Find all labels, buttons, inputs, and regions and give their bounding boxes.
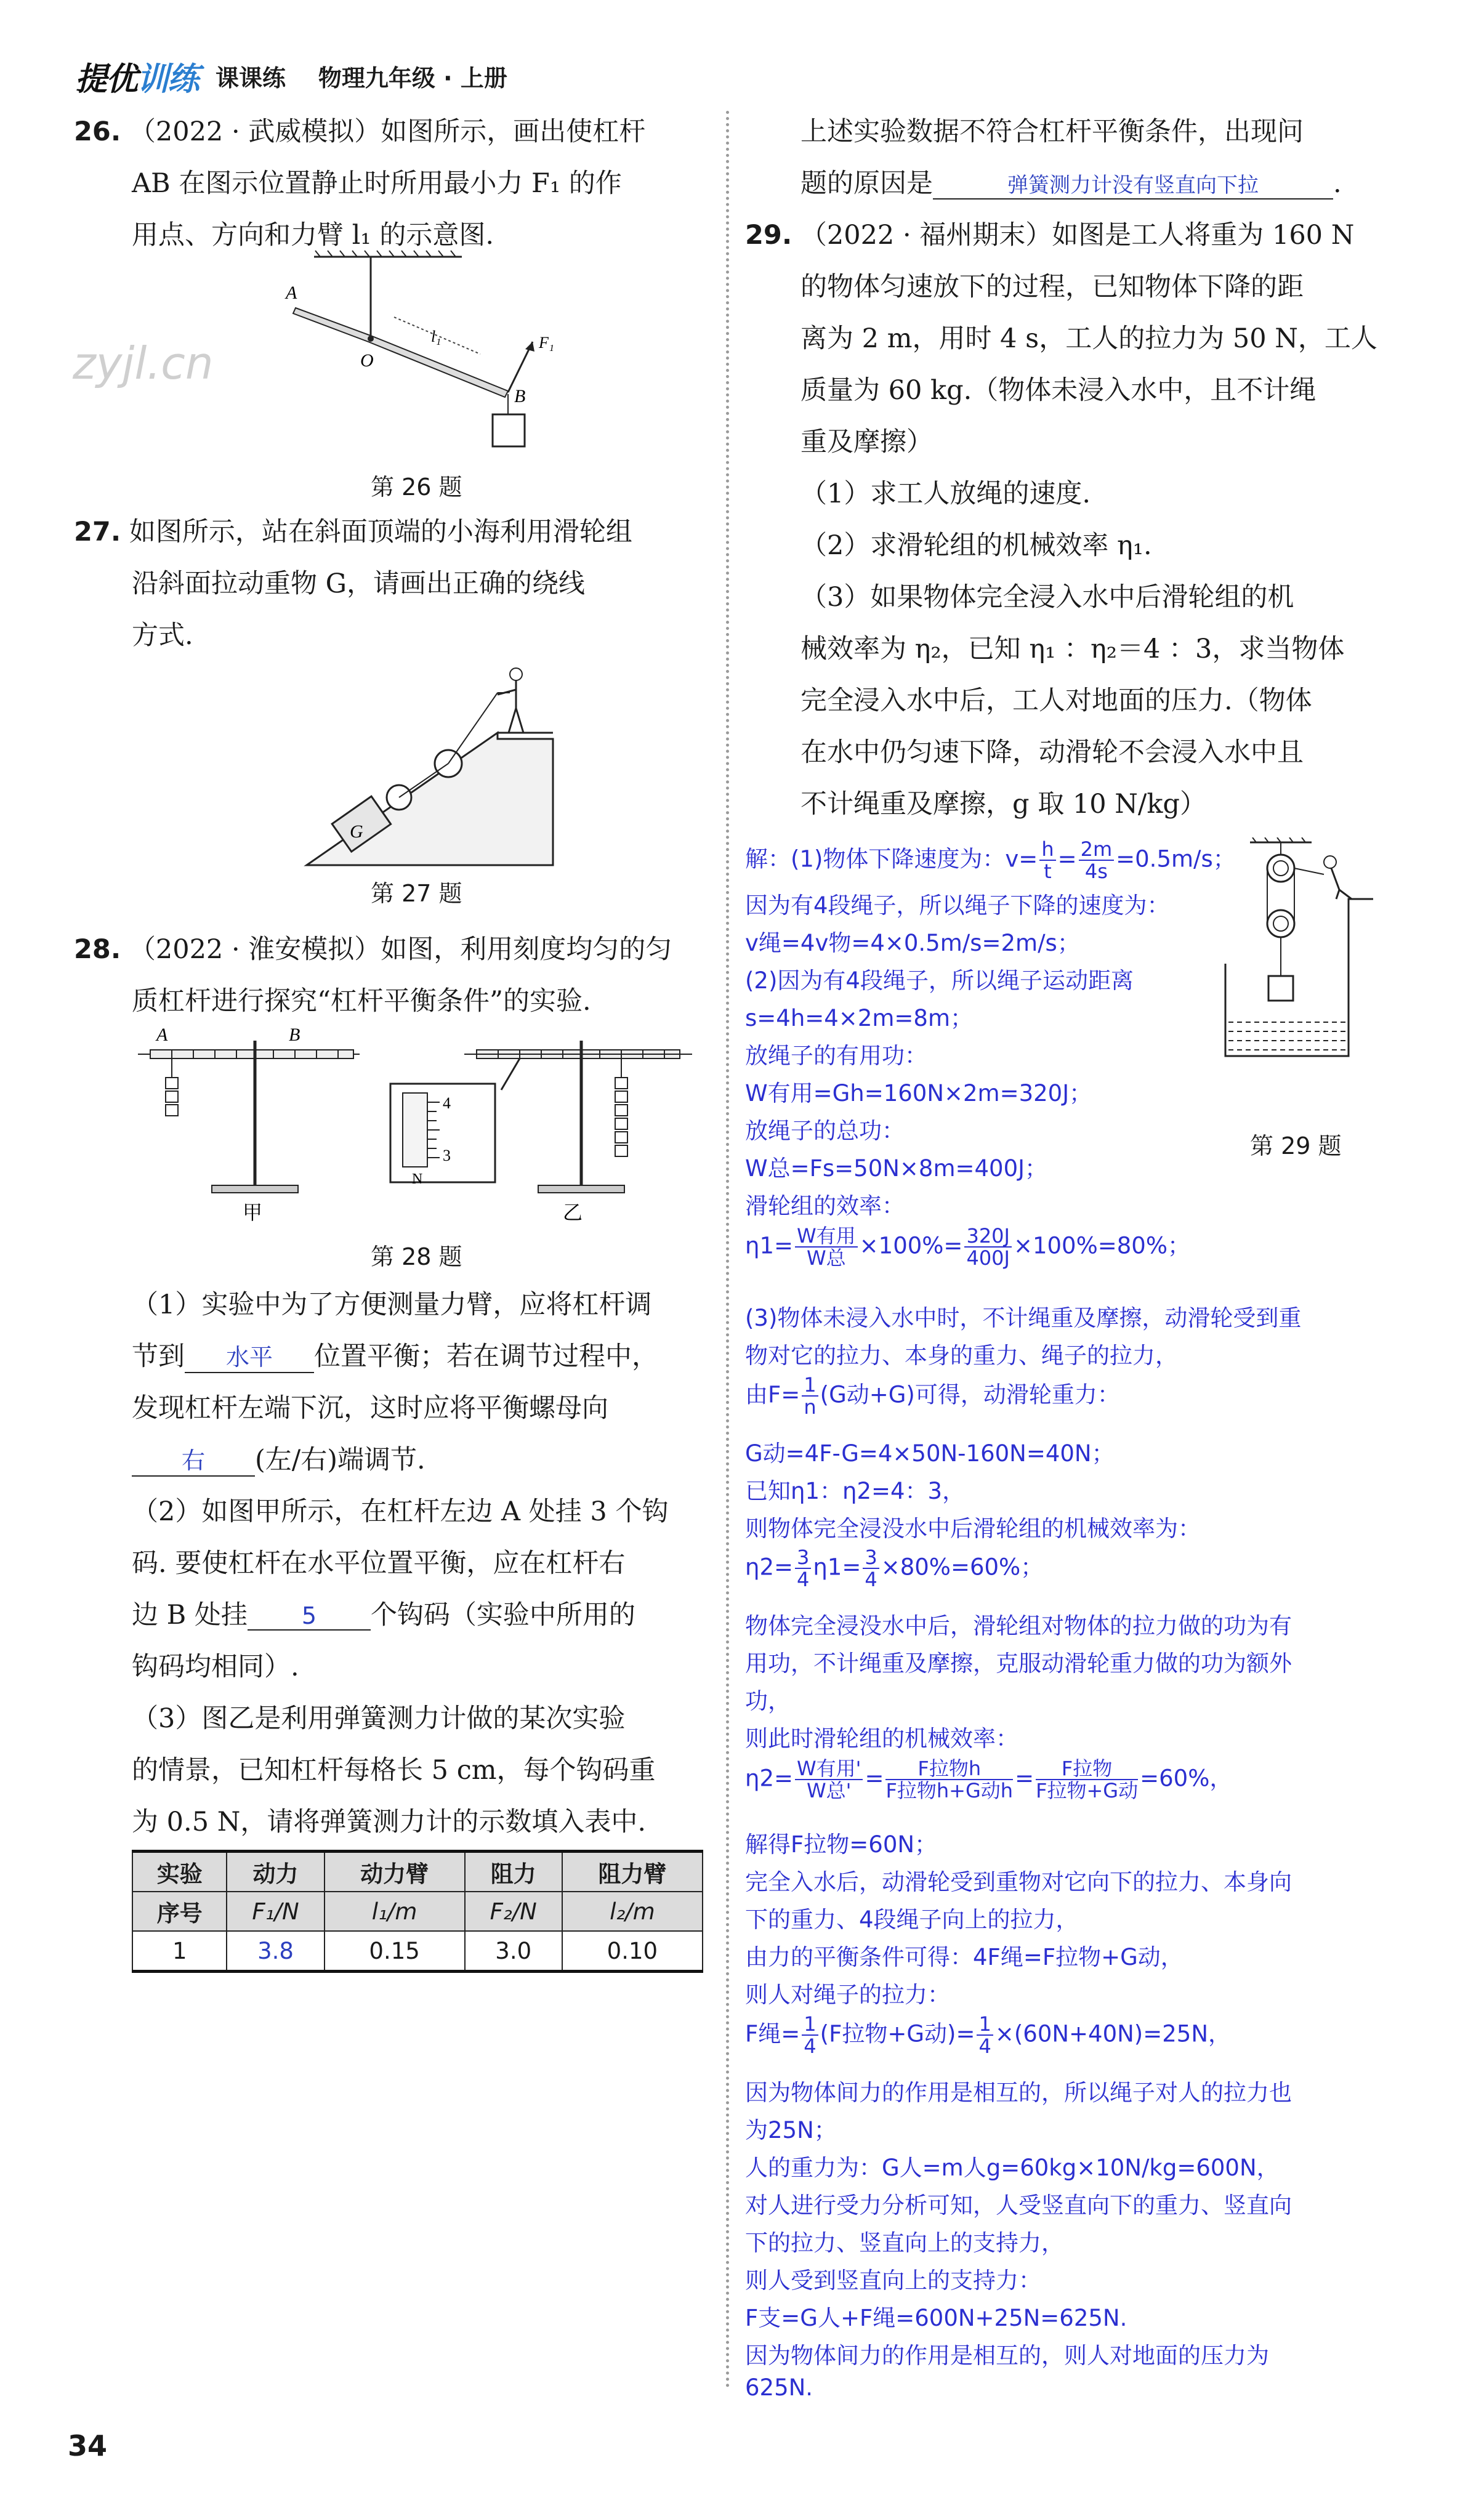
q28-p1: 发现杠杆左端下沉，这时应将平衡螺母向 bbox=[132, 1393, 608, 1424]
q29-line: 重及摩擦） bbox=[800, 427, 933, 458]
right-line: 上述实验数据不符合杠杆平衡条件，出现问 bbox=[800, 116, 1304, 147]
column-divider bbox=[726, 111, 729, 2389]
q29-line: 械效率为 η₂，已知 η₁ ：η₂＝4 ：3，求当物体 bbox=[800, 634, 1345, 664]
q27-line: 方式. bbox=[132, 620, 193, 651]
figure-27 bbox=[300, 659, 559, 868]
sol-line: η1= bbox=[745, 1232, 793, 1259]
label-jia: 甲 bbox=[243, 1201, 263, 1224]
label-G: G bbox=[350, 821, 363, 842]
table-cell: 1 bbox=[132, 1931, 227, 1972]
sol-line: s=4h=4×2m=8m； bbox=[745, 1005, 973, 1031]
q29-line: （3）如果物体完全浸入水中后滑轮组的机 bbox=[800, 582, 1294, 613]
q29-line: 的物体匀速放下的过程，已知物体下降的距 bbox=[800, 272, 1304, 302]
answer-blank-4[interactable]: 弹簧测力计没有竖直向下拉 bbox=[933, 168, 1333, 200]
label-B: B bbox=[289, 1025, 300, 1045]
sol-line: 放绳子的总功： bbox=[745, 1118, 905, 1144]
q29-line: 完全浸入水中后，工人对地面的压力.（物体 bbox=[800, 685, 1312, 716]
table-header: F₂/N bbox=[465, 1892, 562, 1931]
sol-line: v绳=4v物=4×0.5m/s=2m/s； bbox=[745, 930, 1080, 956]
sol-line: η1= bbox=[813, 1554, 861, 1581]
fraction bbox=[795, 1547, 811, 1590]
data-table bbox=[132, 1850, 703, 1973]
q29-line: 在水中仍匀速下降，动滑轮不会浸入水中且 bbox=[800, 737, 1304, 768]
frac-num: 1 bbox=[802, 1374, 818, 1397]
q28-line: 质杠杆进行探究“杠杆平衡条件”的实验. bbox=[132, 986, 591, 1017]
q28-p3: 为 0.5 N，请将弹簧测力计的示数填入表中. bbox=[132, 1807, 647, 1837]
sol-line: 解得F拉物=60N； bbox=[745, 1831, 938, 1858]
q27-line: 如图所示，站在斜面顶端的小海利用滑轮组 bbox=[129, 517, 632, 547]
caption-28: 第 28 题 bbox=[371, 1243, 462, 1270]
sol-line: 则物体完全浸没水中后滑轮组的机械效率为： bbox=[745, 1515, 1201, 1542]
sol-line: 对人进行受力分析可知，人受竖直向下的重力、竖直向 bbox=[745, 2192, 1292, 2219]
frac-den: F拉物+G动 bbox=[1036, 1779, 1139, 1802]
figure-26 bbox=[277, 249, 567, 459]
label-l1: l₁ bbox=[431, 328, 442, 345]
question-number: 26. bbox=[74, 116, 121, 147]
figure-29 bbox=[1219, 837, 1385, 1121]
right-line: 题的原因是 bbox=[800, 168, 933, 199]
fraction bbox=[1039, 839, 1055, 882]
sol-line: ×(60N+40N)=25N， bbox=[994, 2020, 1231, 2047]
label-yi: 乙 bbox=[563, 1201, 583, 1224]
frac-num: W有用' bbox=[795, 1758, 863, 1780]
sol-line: F绳= bbox=[745, 2020, 800, 2047]
label-A: A bbox=[286, 283, 297, 303]
frac-den: 4s bbox=[1084, 860, 1108, 883]
sol-line: G动=4F-G=4×50N-160N=40N； bbox=[745, 1440, 1115, 1467]
sol-line: ×100%= bbox=[859, 1232, 963, 1259]
sol-line: ×100%=80%； bbox=[1013, 1232, 1190, 1259]
table-cell: 0.10 bbox=[562, 1931, 703, 1972]
sol-line: 放绳子的有用功： bbox=[745, 1042, 927, 1069]
sol-line: 用功，不计绳重及摩擦，克服动滑轮重力做的功为额外 bbox=[745, 1650, 1292, 1677]
frac-den: F拉物h+G动h bbox=[885, 1779, 1014, 1802]
q28-p1: （1）实验中为了方便测量力臂，应将杠杆调 bbox=[132, 1289, 652, 1320]
table-cell: 0.15 bbox=[325, 1931, 465, 1972]
label-F1: F₁ bbox=[539, 334, 554, 352]
sol-eq: = bbox=[1015, 1765, 1034, 1792]
fraction bbox=[964, 1225, 1012, 1268]
frac-num: F拉物h bbox=[885, 1758, 1013, 1780]
sol-line: 下的拉力、竖直向上的支持力， bbox=[745, 2230, 1064, 2256]
scale-N: N bbox=[412, 1171, 423, 1187]
table-header: l₁/m bbox=[325, 1892, 465, 1931]
q27-line: 沿斜面拉动重物 G，请画出正确的绕线 bbox=[132, 568, 586, 599]
scale-3: 3 bbox=[443, 1147, 451, 1164]
table-cell: 3.0 bbox=[465, 1931, 562, 1972]
frac-den: 4 bbox=[978, 2034, 991, 2058]
label-B: B bbox=[514, 386, 526, 406]
q28-p2: 钩码均相同）. bbox=[132, 1651, 299, 1682]
fraction bbox=[863, 1547, 879, 1590]
frac-den: 4 bbox=[865, 1568, 877, 1591]
sol-line: 因为有4段绳子，所以绳子下降的速度为： bbox=[745, 892, 1170, 919]
frac-num: 2m bbox=[1079, 839, 1115, 861]
sol-line: 则人对绳子的拉力： bbox=[745, 1982, 950, 2008]
question-number: 28. bbox=[74, 934, 121, 965]
sol-line: 则此时滑轮组的机械效率： bbox=[745, 1725, 1018, 1752]
caption-27: 第 27 题 bbox=[371, 880, 462, 907]
q28-p1: (左/右)端调节. bbox=[255, 1445, 425, 1475]
q29-line: （2022 · 福州期末）如图是工人将重为 160 N bbox=[800, 220, 1355, 251]
q29-line: （2）求滑轮组的机械效率 η₁. bbox=[800, 530, 1152, 561]
sol-line: 625N. bbox=[745, 2374, 813, 2401]
frac-den: W总 bbox=[807, 1246, 846, 1270]
table-header: 阻力 bbox=[465, 1852, 562, 1892]
q28-p3: （3）图乙是利用弹簧测力计做的某次实验 bbox=[132, 1703, 626, 1734]
q26-line: 用点、方向和力臂 l₁ 的示意图. bbox=[132, 220, 494, 251]
table-header: F₁/N bbox=[227, 1892, 324, 1931]
scale-4: 4 bbox=[443, 1094, 451, 1112]
sol-line: (3)物体未浸入水中时，不计绳重及摩擦，动滑轮受到重 bbox=[745, 1305, 1302, 1331]
sol-line: ×80%=60%； bbox=[881, 1554, 1044, 1581]
q29-line: 质量为 60 kg.（物体未浸入水中，且不计绳 bbox=[800, 375, 1317, 406]
frac-num: h bbox=[1039, 839, 1055, 861]
sol-eq: = bbox=[865, 1765, 884, 1792]
sol-line: 已知η1：η2=4：3， bbox=[745, 1478, 966, 1504]
fraction bbox=[885, 1758, 1013, 1801]
frac-den: 400J bbox=[966, 1246, 1010, 1270]
sol-line: 滑轮组的效率： bbox=[745, 1193, 905, 1219]
sol-line: (F拉物+G动)= bbox=[820, 2020, 975, 2047]
table-header: 动力 bbox=[227, 1852, 324, 1892]
q26-line: AB 在图示位置静止时所用最小力 F₁ 的作 bbox=[132, 168, 622, 199]
q28-p3: 的情景，已知杠杆每格长 5 cm，每个钩码重 bbox=[132, 1755, 656, 1786]
frac-num: 3 bbox=[795, 1547, 811, 1569]
logo: 提优训练 bbox=[75, 61, 199, 98]
q28-p2: 个钩码（实验中所用的 bbox=[370, 1600, 635, 1631]
sol-line: (2)因为有4段绳子，所以绳子运动距离 bbox=[745, 967, 1134, 994]
sol-line: η2= bbox=[745, 1765, 793, 1792]
answer-blank-2[interactable]: 右 bbox=[132, 1441, 255, 1477]
answer-blank-1[interactable]: 水平 bbox=[185, 1338, 314, 1373]
sol-line: W总=Fs=50N×8m=400J； bbox=[745, 1155, 1048, 1182]
label-O: O bbox=[360, 350, 374, 371]
sol-eq: = bbox=[1057, 845, 1077, 873]
sol-line: 下的重力、4段绳子向上的拉力， bbox=[745, 1906, 1079, 1933]
question-number: 29. bbox=[745, 220, 792, 251]
table-cell-answer[interactable]: 3.8 bbox=[227, 1931, 324, 1972]
sol-line: 则人受到竖直向上的支持力： bbox=[745, 2267, 1041, 2294]
frac-den: n bbox=[804, 1395, 817, 1419]
fraction bbox=[802, 1374, 818, 1417]
q29-line: （1）求工人放绳的速度. bbox=[800, 478, 1091, 509]
sol-line: (G动+G)可得，动滑轮重力： bbox=[820, 1381, 1120, 1408]
q29-line: 不计绳重及摩擦，g 取 10 N/kg） bbox=[800, 789, 1206, 820]
frac-den: W总' bbox=[807, 1779, 852, 1802]
q28-p1: 节到 bbox=[132, 1341, 185, 1372]
frac-num: W有用 bbox=[795, 1225, 858, 1248]
fraction bbox=[1079, 839, 1115, 882]
sol-line: F支=G人+F绳=600N+25N=625N. bbox=[745, 2305, 1127, 2331]
answer-blank-3[interactable]: 5 bbox=[248, 1602, 371, 1631]
q28-line: （2022 · 淮安模拟）如图，利用刻度均匀的匀 bbox=[129, 934, 672, 965]
caption-29: 第 29 题 bbox=[1250, 1132, 1342, 1159]
frac-num: 3 bbox=[863, 1547, 879, 1569]
sol-line: 为25N； bbox=[745, 2117, 837, 2143]
frac-den: 4 bbox=[797, 1568, 810, 1591]
sol-line: η2= bbox=[745, 1554, 793, 1581]
sol-line: =0.5m/s； bbox=[1116, 845, 1236, 873]
sol-line: 功， bbox=[745, 1688, 791, 1714]
sol-line: W有用=Gh=160N×2m=320J； bbox=[745, 1080, 1092, 1107]
page-number: 34 bbox=[68, 2429, 108, 2462]
q26-line: （2022 · 武威模拟）如图所示，画出使杠杆 bbox=[129, 116, 646, 147]
watermark: zyjl.cn bbox=[73, 337, 214, 389]
fraction bbox=[795, 1225, 858, 1268]
sol-line: 因为物体间力的作用是相互的，则人对地面的压力为 bbox=[745, 2342, 1269, 2369]
sol-line: 物体完全浸没水中后，滑轮组对物体的拉力做的功为有 bbox=[745, 1613, 1292, 1639]
sol-line: 因为物体间力的作用是相互的，所以绳子对人的拉力也 bbox=[745, 2079, 1292, 2106]
label-A: A bbox=[156, 1025, 168, 1045]
fraction bbox=[977, 2014, 993, 2057]
sol-line: 由F= bbox=[745, 1381, 800, 1408]
sol-line: 完全入水后，动滑轮受到重物对它向下的拉力、本身向 bbox=[745, 1869, 1292, 1895]
table-header: 动力臂 bbox=[325, 1852, 465, 1892]
table-header: 实验 bbox=[132, 1852, 227, 1892]
fraction bbox=[795, 1758, 863, 1801]
fraction bbox=[802, 2014, 818, 2057]
sol-line: 物对它的拉力、本身的重力、绳子的拉力， bbox=[745, 1342, 1178, 1369]
q28-p2: 码. 要使杠杆在水平位置平衡，应在杠杆右 bbox=[132, 1548, 626, 1579]
frac-num: F拉物 bbox=[1036, 1758, 1138, 1780]
frac-num: 1 bbox=[977, 2014, 993, 2036]
q28-p1: 位置平衡；若在调节过程中， bbox=[314, 1341, 658, 1372]
q28-p2: 边 B 处挂 bbox=[132, 1600, 248, 1631]
q29-line: 离为 2 m，用时 4 s，工人的拉力为 50 N，工人 bbox=[800, 323, 1377, 354]
figure-28 bbox=[132, 1022, 698, 1225]
frac-num: 1 bbox=[802, 2014, 818, 2036]
sol-line: 解：(1)物体下降速度为：v= bbox=[745, 845, 1038, 873]
fraction bbox=[1036, 1758, 1138, 1801]
sol-line: 由力的平衡条件可得：4F绳=F拉物+G动， bbox=[745, 1944, 1184, 1970]
table-header: l₂/m bbox=[562, 1892, 703, 1931]
frac-den: 4 bbox=[804, 2034, 817, 2058]
caption-26: 第 26 题 bbox=[371, 474, 462, 501]
q28-p2: （2）如图甲所示，在杠杆左边 A 处挂 3 个钩 bbox=[132, 1496, 669, 1527]
table-header: 阻力臂 bbox=[562, 1852, 703, 1892]
table-header: 序号 bbox=[132, 1892, 227, 1931]
question-number: 27. bbox=[74, 517, 121, 547]
frac-den: t bbox=[1044, 860, 1052, 883]
sol-line: 人的重力为：G人=m人g=60kg×10N/kg=600N， bbox=[745, 2155, 1280, 2181]
sol-line: =60%， bbox=[1140, 1765, 1233, 1792]
frac-num: 320J bbox=[964, 1225, 1012, 1248]
book-subtitle: 课课练 物理九年级 · 上册 bbox=[216, 65, 507, 92]
